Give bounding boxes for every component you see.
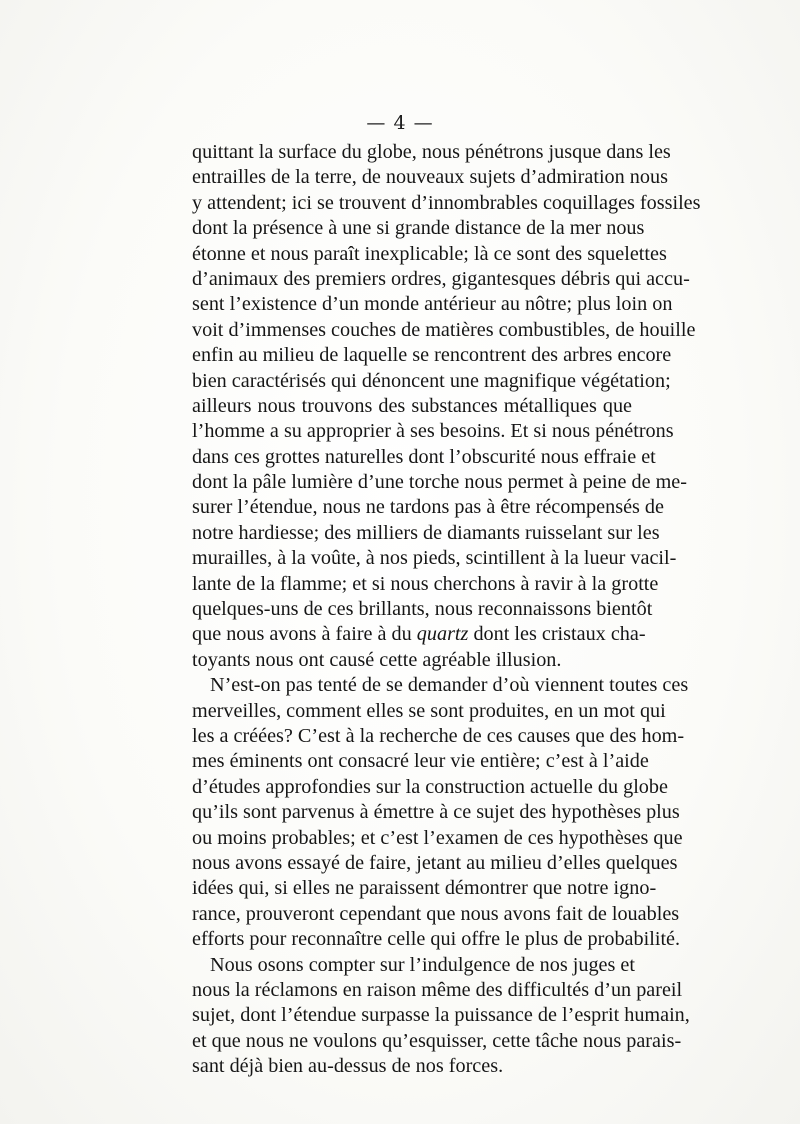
text-line: notre hardiesse; des milliers de diamants ruisselant sur les [192, 521, 660, 544]
text-line-quartz [192, 622, 646, 647]
page-number: — 4 — [366, 112, 434, 134]
text-line: étonne et nous paraît inexplicable; là ce sont des squelettes [192, 242, 667, 265]
text-line: efforts pour reconnaître celle qui offre le plus de probabilité. [192, 928, 681, 951]
text-line: entrailles de la terre, de nouveaux sujets d’admiration nous [192, 166, 668, 189]
text-line: idées qui, si elles ne paraissent démontrer que notre igno- [192, 877, 657, 900]
text-line: quelques-uns de ces brillants, nous reconnaissons bientôt [192, 598, 653, 621]
paragraph-3 [192, 953, 690, 1080]
text-line: Nous osons compter sur l’indulgence de nos juges et [210, 953, 635, 976]
paragraph-1 [192, 140, 701, 673]
text-line: bien caractérisés qui dénoncent une magnifique végétation; [192, 369, 671, 392]
body-text [192, 140, 701, 1079]
text-line: sent l’existence d’un monde antérieur au nôtre; plus loin on [192, 293, 673, 316]
text-line: lante de la flamme; et si nous cherchons à ravir à la grotte [192, 572, 659, 595]
text-line: merveilles, comment elles se sont produites, en un mot qui [192, 699, 666, 722]
text-line: nous la réclamons en raison même des difficultés d’un pareil [192, 978, 683, 1001]
text-line: ou moins probables; et c’est l’examen de ces hypothèses que [192, 826, 683, 849]
text-line: qu’ils sont parvenus à émettre à ce sujet des hypothèses plus [192, 801, 680, 824]
text-line: murailles, à la voûte, à nos pieds, scintillent à la lueur vacil- [192, 547, 677, 570]
text-line: d’animaux des premiers ordres, gigantesques débris qui accu- [192, 267, 690, 290]
text-line: dont la pâle lumière d’une torche nous permet à peine de me- [192, 471, 687, 494]
text-line: dont la présence à une si grande distance de la mer nous [192, 217, 645, 240]
italic-word-quartz: quartz [416, 623, 469, 646]
text-line: surer l’étendue, nous ne tardons pas à être récompensés de [192, 496, 664, 519]
text-line: voit d’immenses couches de matières combustibles, de houille [192, 318, 696, 341]
text-line: et que nous ne voulons qu’esquisser, cette tâche nous parais- [192, 1029, 682, 1052]
text-line: l’homme a su approprier à ses besoins. Et si nous pénétrons [192, 420, 674, 443]
text-line: dans ces grottes naturelles dont l’obscurité nous effraie et [192, 445, 656, 468]
text-line: les a créées? C’est à la recherche de ces causes que des hom- [192, 724, 685, 747]
text-line: nous avons essayé de faire, jetant au milieu d’elles quelques [192, 851, 678, 874]
text-line: sant déjà bien au-dessus de nos forces. [192, 1055, 504, 1078]
text-line: y attendent; ici se trouvent d’innombrables coquillages fossiles [192, 191, 701, 214]
text-segment: dont les cristaux cha- [468, 623, 646, 646]
text-line: ailleurs nous trouvons des substances métalliques que [192, 394, 632, 417]
paragraph-2 [192, 673, 689, 952]
text-line: N’est-on pas tenté de se demander d’où viennent toutes ces [210, 674, 689, 697]
text-line: enfin au milieu de laquelle se rencontrent des arbres encore [192, 344, 672, 367]
text-segment: que nous avons à faire à du [192, 623, 417, 646]
text-line: mes éminents ont consacré leur vie entière; c’est à l’aide [192, 750, 649, 773]
text-line: rance, prouveront cependant que nous avons fait de louables [192, 902, 680, 925]
text-line: sujet, dont l’étendue surpasse la puissance de l’esprit humain, [192, 1004, 690, 1027]
text-line: quittant la surface du globe, nous pénétrons jusque dans les [192, 141, 671, 163]
text-line: d’études approfondies sur la construction actuelle du globe [192, 775, 668, 798]
text-line: toyants nous ont causé cette agréable illusion. [192, 648, 562, 671]
